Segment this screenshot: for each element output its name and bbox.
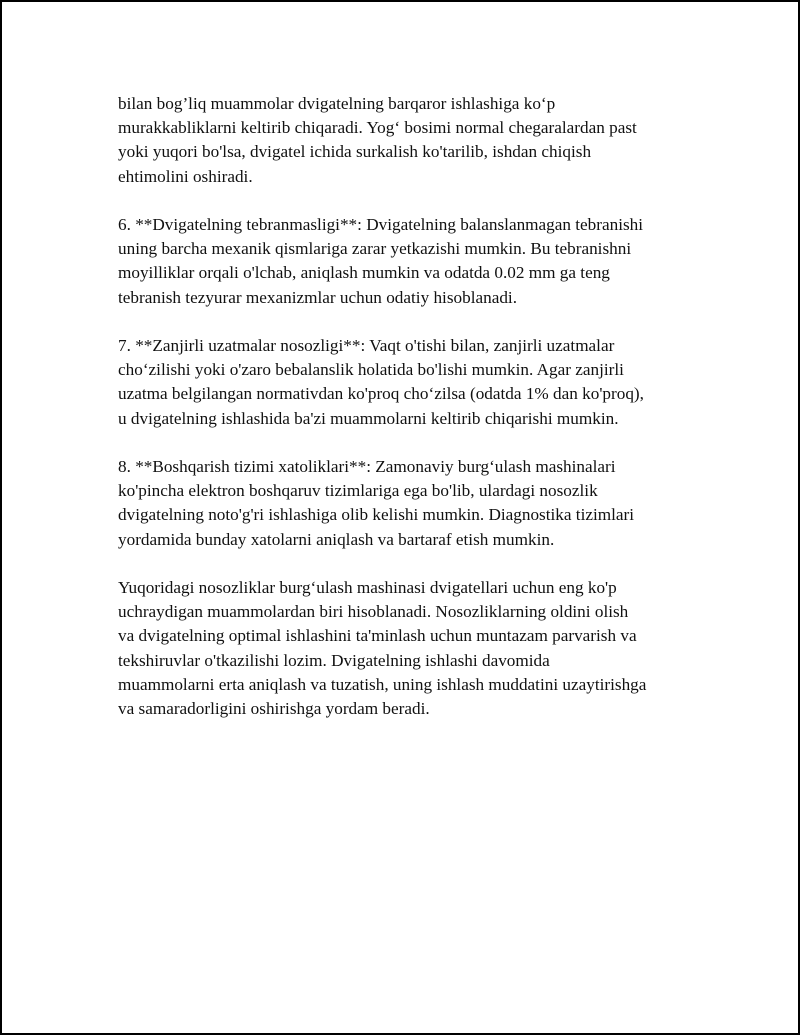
text-line: bilan bog’liq muammolar dvigatelning barqaror ishlashiga ko‘p [118, 94, 556, 113]
text-line: Yuqoridagi nosozliklar burg‘ulash mashinasi dvigatellari uchun eng ko'p [118, 578, 617, 597]
text-line: u dvigatelning ishlashida ba'zi muammolarni keltirib chiqarishi mumkin. [118, 408, 619, 428]
paragraph-item-7 [118, 334, 708, 431]
text-line: uzatma belgilangan normativdan ko'proq cho‘zilsa (odatda 1% dan ko'proq), [118, 384, 644, 404]
text-line: 6. **Dvigatelning tebranmasligi**: Dvigatelning balanslanmagan tebranishi [118, 215, 644, 234]
paragraph-item-6 [118, 213, 708, 310]
text-line: tekshiruvlar o'tkazilishi lozim. Dvigatelning ishlashi davomida [118, 650, 550, 670]
paragraph-continuation [118, 92, 708, 189]
text-line: 7. **Zanjirli uzatmalar nosozligi**: Vaqt o'tishi bilan, zanjirli uzatmalar [118, 336, 615, 355]
text-line: yoki yuqori bo'lsa, dvigatel ichida surkalish ko'tarilib, ishdan chiqish [118, 142, 592, 162]
text-line: va dvigatelning optimal ishlashini ta'minlash uchun muntazam parvarish va [118, 626, 637, 646]
text-line: yordamida bunday xatolarni aniqlash va bartaraf etish mumkin. [118, 529, 555, 549]
text-line: uning barcha mexanik qismlariga zarar yetkazishi mumkin. Bu tebranishni [118, 239, 632, 259]
text-line: tebranish tezyurar mexanizmlar uchun odatiy hisoblanadi. [118, 287, 517, 307]
text-line: ehtimolini oshiradi. [118, 166, 253, 186]
text-line: va samaradorligini oshirishga yordam beradi. [118, 699, 430, 719]
text-line: muammolarni erta aniqlash va tuzatish, uning ishlash muddatini uzaytirishga [118, 674, 647, 694]
paragraph-item-8 [118, 455, 708, 552]
text-line: cho‘zilishi yoki o'zaro bebalanslik holatida bo'lishi mumkin. Agar zanjirli [118, 360, 624, 380]
text-line: dvigatelning noto'g'ri ishlashiga olib kelishi mumkin. Diagnostika tizimlari [118, 505, 635, 525]
text-line: ko'pincha elektron boshqaruv tizimlariga ega bo'lib, ulardagi nosozlik [118, 481, 598, 501]
document-body [118, 92, 708, 745]
text-line: moyilliklar orqali o'lchab, aniqlash mumkin va odatda 0.02 mm ga teng [118, 263, 610, 283]
paragraph-conclusion [118, 576, 708, 721]
text-line: uchraydigan muammolardan biri hisoblanadi. Nosozliklarning oldini olish [118, 602, 629, 622]
text-line: murakkabliklarni keltirib chiqaradi. Yog‘ bosimi normal chegaralardan past [118, 118, 637, 138]
text-line: 8. **Boshqarish tizimi xatoliklari**: Zamonaviy burg‘ulash mashinalari [118, 457, 616, 476]
